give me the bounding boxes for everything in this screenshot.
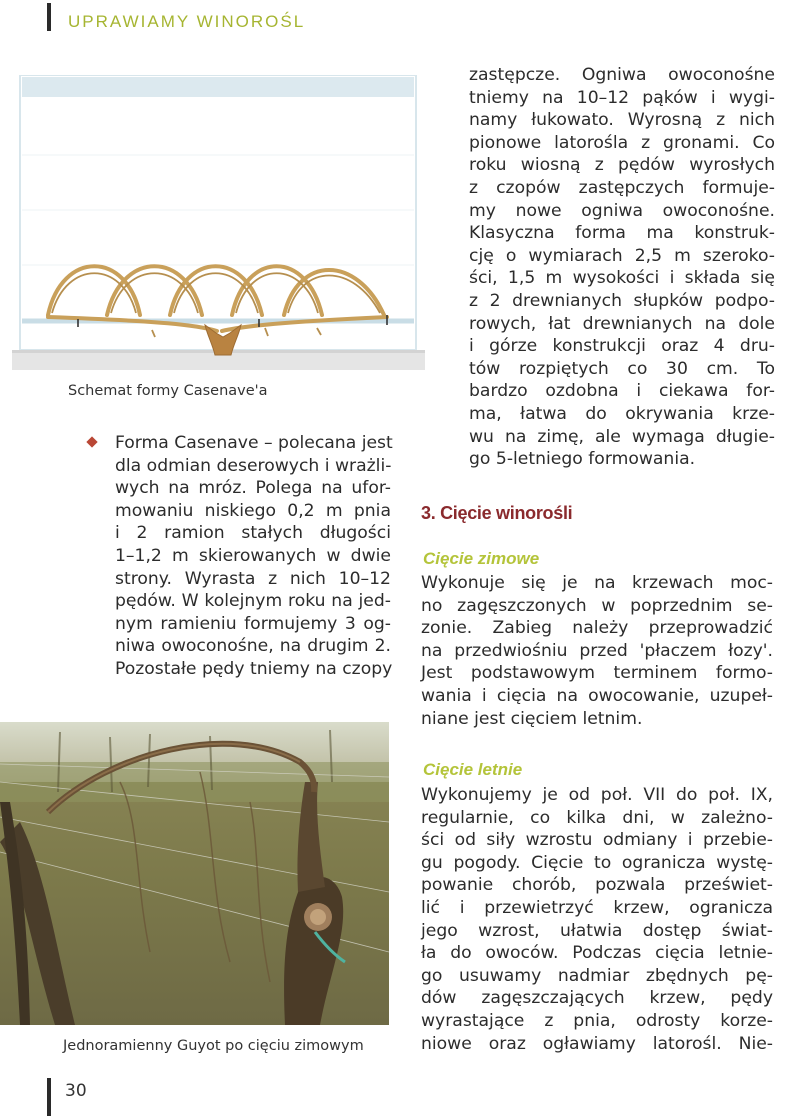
text-line: gu pogody. Cięcie to ogranicza wystę- bbox=[421, 852, 773, 873]
text-line: tniemy na 10–12 pąków i wygi- bbox=[469, 87, 775, 108]
text-line: ści od siły wzrostu odmiany i przebie- bbox=[421, 830, 773, 851]
text-line: go 5-letniego formowania. bbox=[469, 449, 696, 470]
text-line: niane jest cięciem letnim. bbox=[421, 708, 643, 729]
text-line: ści, 1,5 m wysokości i składa się bbox=[469, 268, 775, 289]
text-line: regularnie, co kilka dni, w zależno- bbox=[421, 807, 773, 828]
text-line: wych na mróz. Polega na ufor- bbox=[115, 478, 391, 499]
text-line: wyrastające z pnia, odrosty korze- bbox=[421, 1010, 773, 1031]
text-line: strony. Wyrasta z nich 10–12 bbox=[115, 568, 391, 589]
text-line: niowe oraz ogławiamy latorośl. Nie- bbox=[421, 1033, 773, 1054]
text-line: jego wzrost, ułatwia dostęp świat- bbox=[421, 920, 773, 941]
text-line: lić i przewietrzyć krzew, ogranicza bbox=[421, 897, 773, 918]
text-line: tów rozpiętych co 30 cm. To bbox=[469, 358, 775, 379]
page-number: 30 bbox=[65, 1081, 87, 1101]
photo-caption: Jednoramienny Guyot po cięciu zimowym bbox=[63, 1038, 364, 1054]
text-line: powanie chorób, pozwala przeświet- bbox=[421, 875, 773, 896]
casenave-diagram bbox=[12, 75, 425, 370]
text-line: mowaniu niskiego 0,2 m pnia bbox=[115, 500, 391, 521]
text-line: i 2 ramion stałych długości bbox=[115, 523, 391, 544]
text-line: dla odmian deserowych i wrażli- bbox=[115, 455, 392, 476]
text-line: 1–1,2 m skierowanych w dwie bbox=[115, 545, 391, 566]
text-line: wania i cięcia na owocowanie, uzupeł- bbox=[421, 685, 773, 706]
text-line: no zagęszczonych w poprzednim se- bbox=[421, 595, 773, 616]
text-line: wu na zimę, ale wymaga długie- bbox=[469, 426, 775, 447]
text-line: bardzo ozdobna i ciekawa for- bbox=[469, 381, 775, 402]
text-line: Forma Casenave – polecana jest bbox=[115, 433, 393, 453]
text-line: z 2 drewnianych słupków podpo- bbox=[469, 290, 775, 311]
text-line: Wykonuje się je na krzewach moc- bbox=[421, 573, 773, 593]
text-line: pędów. W kolejnym roku na jed- bbox=[115, 591, 391, 612]
winter-paragraph bbox=[421, 572, 773, 730]
text-line: roku wiosną z pędów wyrosłych bbox=[469, 155, 775, 176]
summer-paragraph bbox=[421, 784, 773, 1055]
bullet-paragraph bbox=[115, 432, 391, 681]
text-line: Jest podstawowym terminem formo- bbox=[421, 663, 773, 684]
text-line: Pozostałe pędy tniemy na czopy bbox=[115, 658, 393, 679]
continued-paragraph bbox=[469, 64, 775, 471]
text-line: i górze konstrukcji oraz 4 dru- bbox=[469, 336, 775, 357]
text-line: ła do owoców. Podczas cięcia letnie- bbox=[421, 943, 773, 964]
text-line: namy łukowato. Wyrosną z nich bbox=[469, 110, 775, 131]
text-line: ma, łatwa do okrywania krze- bbox=[469, 403, 775, 424]
text-line: Wykonujemy je od poł. VII do poł. IX, bbox=[421, 785, 773, 805]
text-line: zonie. Zabieg należy przeprowadzić bbox=[421, 618, 773, 639]
diagram-caption: Schemat formy Casenave'a bbox=[68, 383, 268, 399]
subheading-summer: Cięcie letnie bbox=[423, 760, 523, 779]
footer-bar bbox=[47, 1078, 51, 1116]
text-line: z czopów zastępczych formuje- bbox=[469, 177, 775, 198]
section-heading: 3. Cięcie winorośli bbox=[421, 503, 573, 523]
subheading-winter: Cięcie zimowe bbox=[423, 549, 540, 568]
text-line: Klasyczna forma ma konstruk- bbox=[469, 223, 775, 244]
text-line: my nowe ogniwa owoconośne. bbox=[469, 200, 775, 221]
running-header: UPRAWIAMY WINOROŚL bbox=[68, 12, 306, 31]
text-line: dów zagęszczających krzew, pędy bbox=[421, 988, 773, 1009]
text-line: nym ramieniu formujemy 3 og- bbox=[115, 613, 391, 634]
header-bar bbox=[47, 3, 51, 31]
text-line: cję o wymiarach 2,5 m szeroko- bbox=[469, 245, 775, 266]
text-line: pionowe latorośla z gronami. Co bbox=[469, 132, 775, 153]
bullet-marker bbox=[86, 436, 97, 447]
text-line: go usuwamy nadmiar zbędnych pę- bbox=[421, 965, 773, 986]
vineyard-photo bbox=[0, 722, 389, 1025]
text-line: niwa owoconośne, na drugim 2. bbox=[115, 636, 391, 657]
text-line: rowych, łat drewnianych na dole bbox=[469, 313, 775, 334]
text-line: na przedwiośniu przed 'płaczem łozy'. bbox=[421, 640, 773, 661]
text-line: zastępcze. Ogniwa owoconośne bbox=[469, 65, 775, 85]
